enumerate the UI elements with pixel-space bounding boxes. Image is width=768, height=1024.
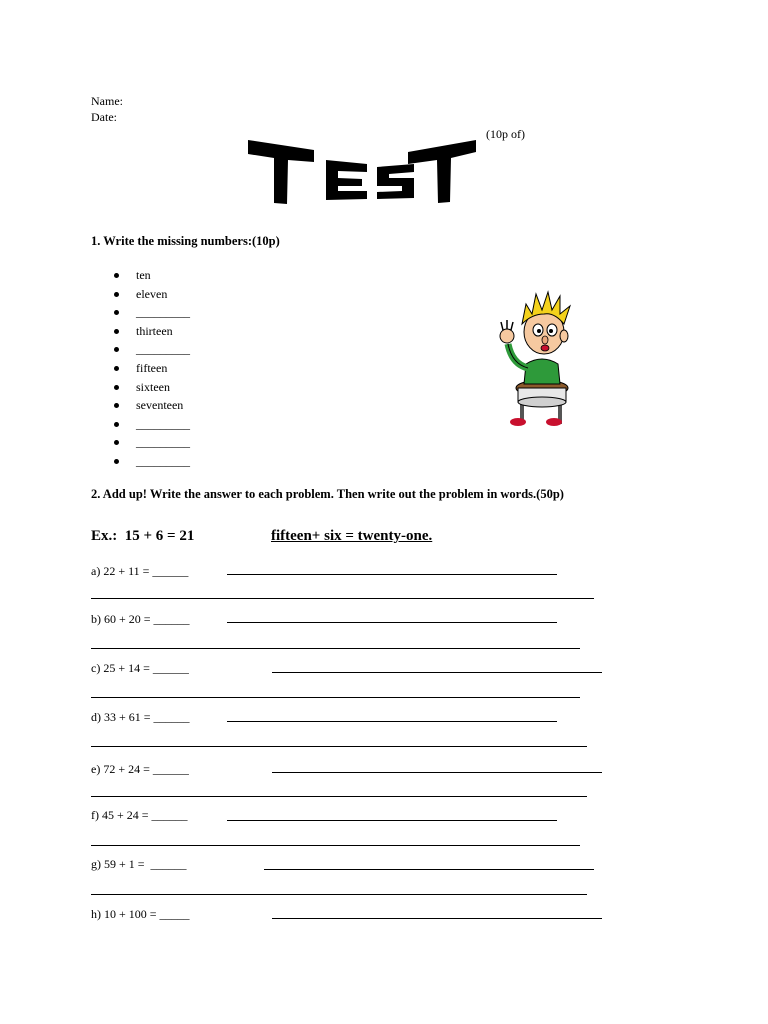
list-item: _________	[112, 303, 190, 322]
problem-g: g) 59 + 1 = ______	[91, 857, 187, 871]
problem-f: f) 45 + 24 = ______	[91, 808, 188, 822]
answer-line[interactable]	[227, 820, 557, 821]
list-item: _________	[112, 452, 190, 471]
answer-line[interactable]	[91, 648, 580, 649]
test-title-text: TEST	[244, 128, 247, 129]
answer-line[interactable]	[227, 721, 557, 722]
problem-d: d) 33 + 61 = ______	[91, 710, 190, 724]
problem-a: a) 22 + 11 = ______	[91, 564, 189, 578]
score-note: (10p of)	[486, 127, 525, 141]
list-item: fifteen	[112, 359, 190, 378]
answer-line[interactable]	[272, 772, 602, 773]
answer-line[interactable]	[272, 918, 602, 919]
answer-line[interactable]	[91, 796, 587, 797]
list-item: _________	[112, 415, 190, 434]
bullet-icon	[114, 403, 119, 408]
bullet-icon	[114, 366, 119, 371]
answer-line[interactable]	[227, 574, 557, 575]
answer-line[interactable]	[227, 622, 557, 623]
example-equation: Ex.: 15 + 6 = 21	[91, 528, 195, 544]
missing-numbers-list	[112, 266, 190, 471]
date-label: Date:	[91, 110, 117, 124]
bullet-icon	[114, 347, 119, 352]
bullet-icon	[114, 459, 119, 464]
test-title	[244, 128, 480, 208]
list-item: eleven	[112, 285, 190, 304]
bullet-icon	[114, 385, 119, 390]
bullet-icon	[114, 329, 119, 334]
answer-line[interactable]	[91, 845, 580, 846]
section-2-title: 2. Add up! Write the answer to each problem. Then write out the problem in words.(50p)	[91, 487, 564, 501]
example-words: fifteen+ six = twenty-one.	[271, 528, 433, 544]
list-item: seventeen	[112, 396, 190, 415]
bullet-icon	[114, 310, 119, 315]
list-item: _________	[112, 433, 190, 452]
list-item: thirteen	[112, 322, 190, 341]
problem-e: e) 72 + 24 = ______	[91, 762, 189, 776]
problem-c: c) 25 + 14 = ______	[91, 661, 189, 675]
bullet-icon	[114, 422, 119, 427]
answer-line[interactable]	[91, 697, 580, 698]
name-label: Name:	[91, 94, 123, 108]
boy-raising-hand-icon	[492, 284, 588, 428]
bullet-icon	[114, 273, 119, 278]
list-item: sixteen	[112, 378, 190, 397]
problem-b: b) 60 + 20 = ______	[91, 612, 190, 626]
bullet-icon	[114, 440, 119, 445]
section-1-title: 1. Write the missing numbers:(10p)	[91, 234, 280, 248]
answer-line[interactable]	[91, 894, 587, 895]
answer-line[interactable]	[91, 598, 594, 599]
list-item: _________	[112, 340, 190, 359]
answer-line[interactable]	[272, 672, 602, 673]
answer-line[interactable]	[264, 869, 594, 870]
problem-h: h) 10 + 100 = _____	[91, 907, 190, 921]
answer-line[interactable]	[91, 746, 587, 747]
bullet-icon	[114, 292, 119, 297]
list-item: ten	[112, 266, 190, 285]
